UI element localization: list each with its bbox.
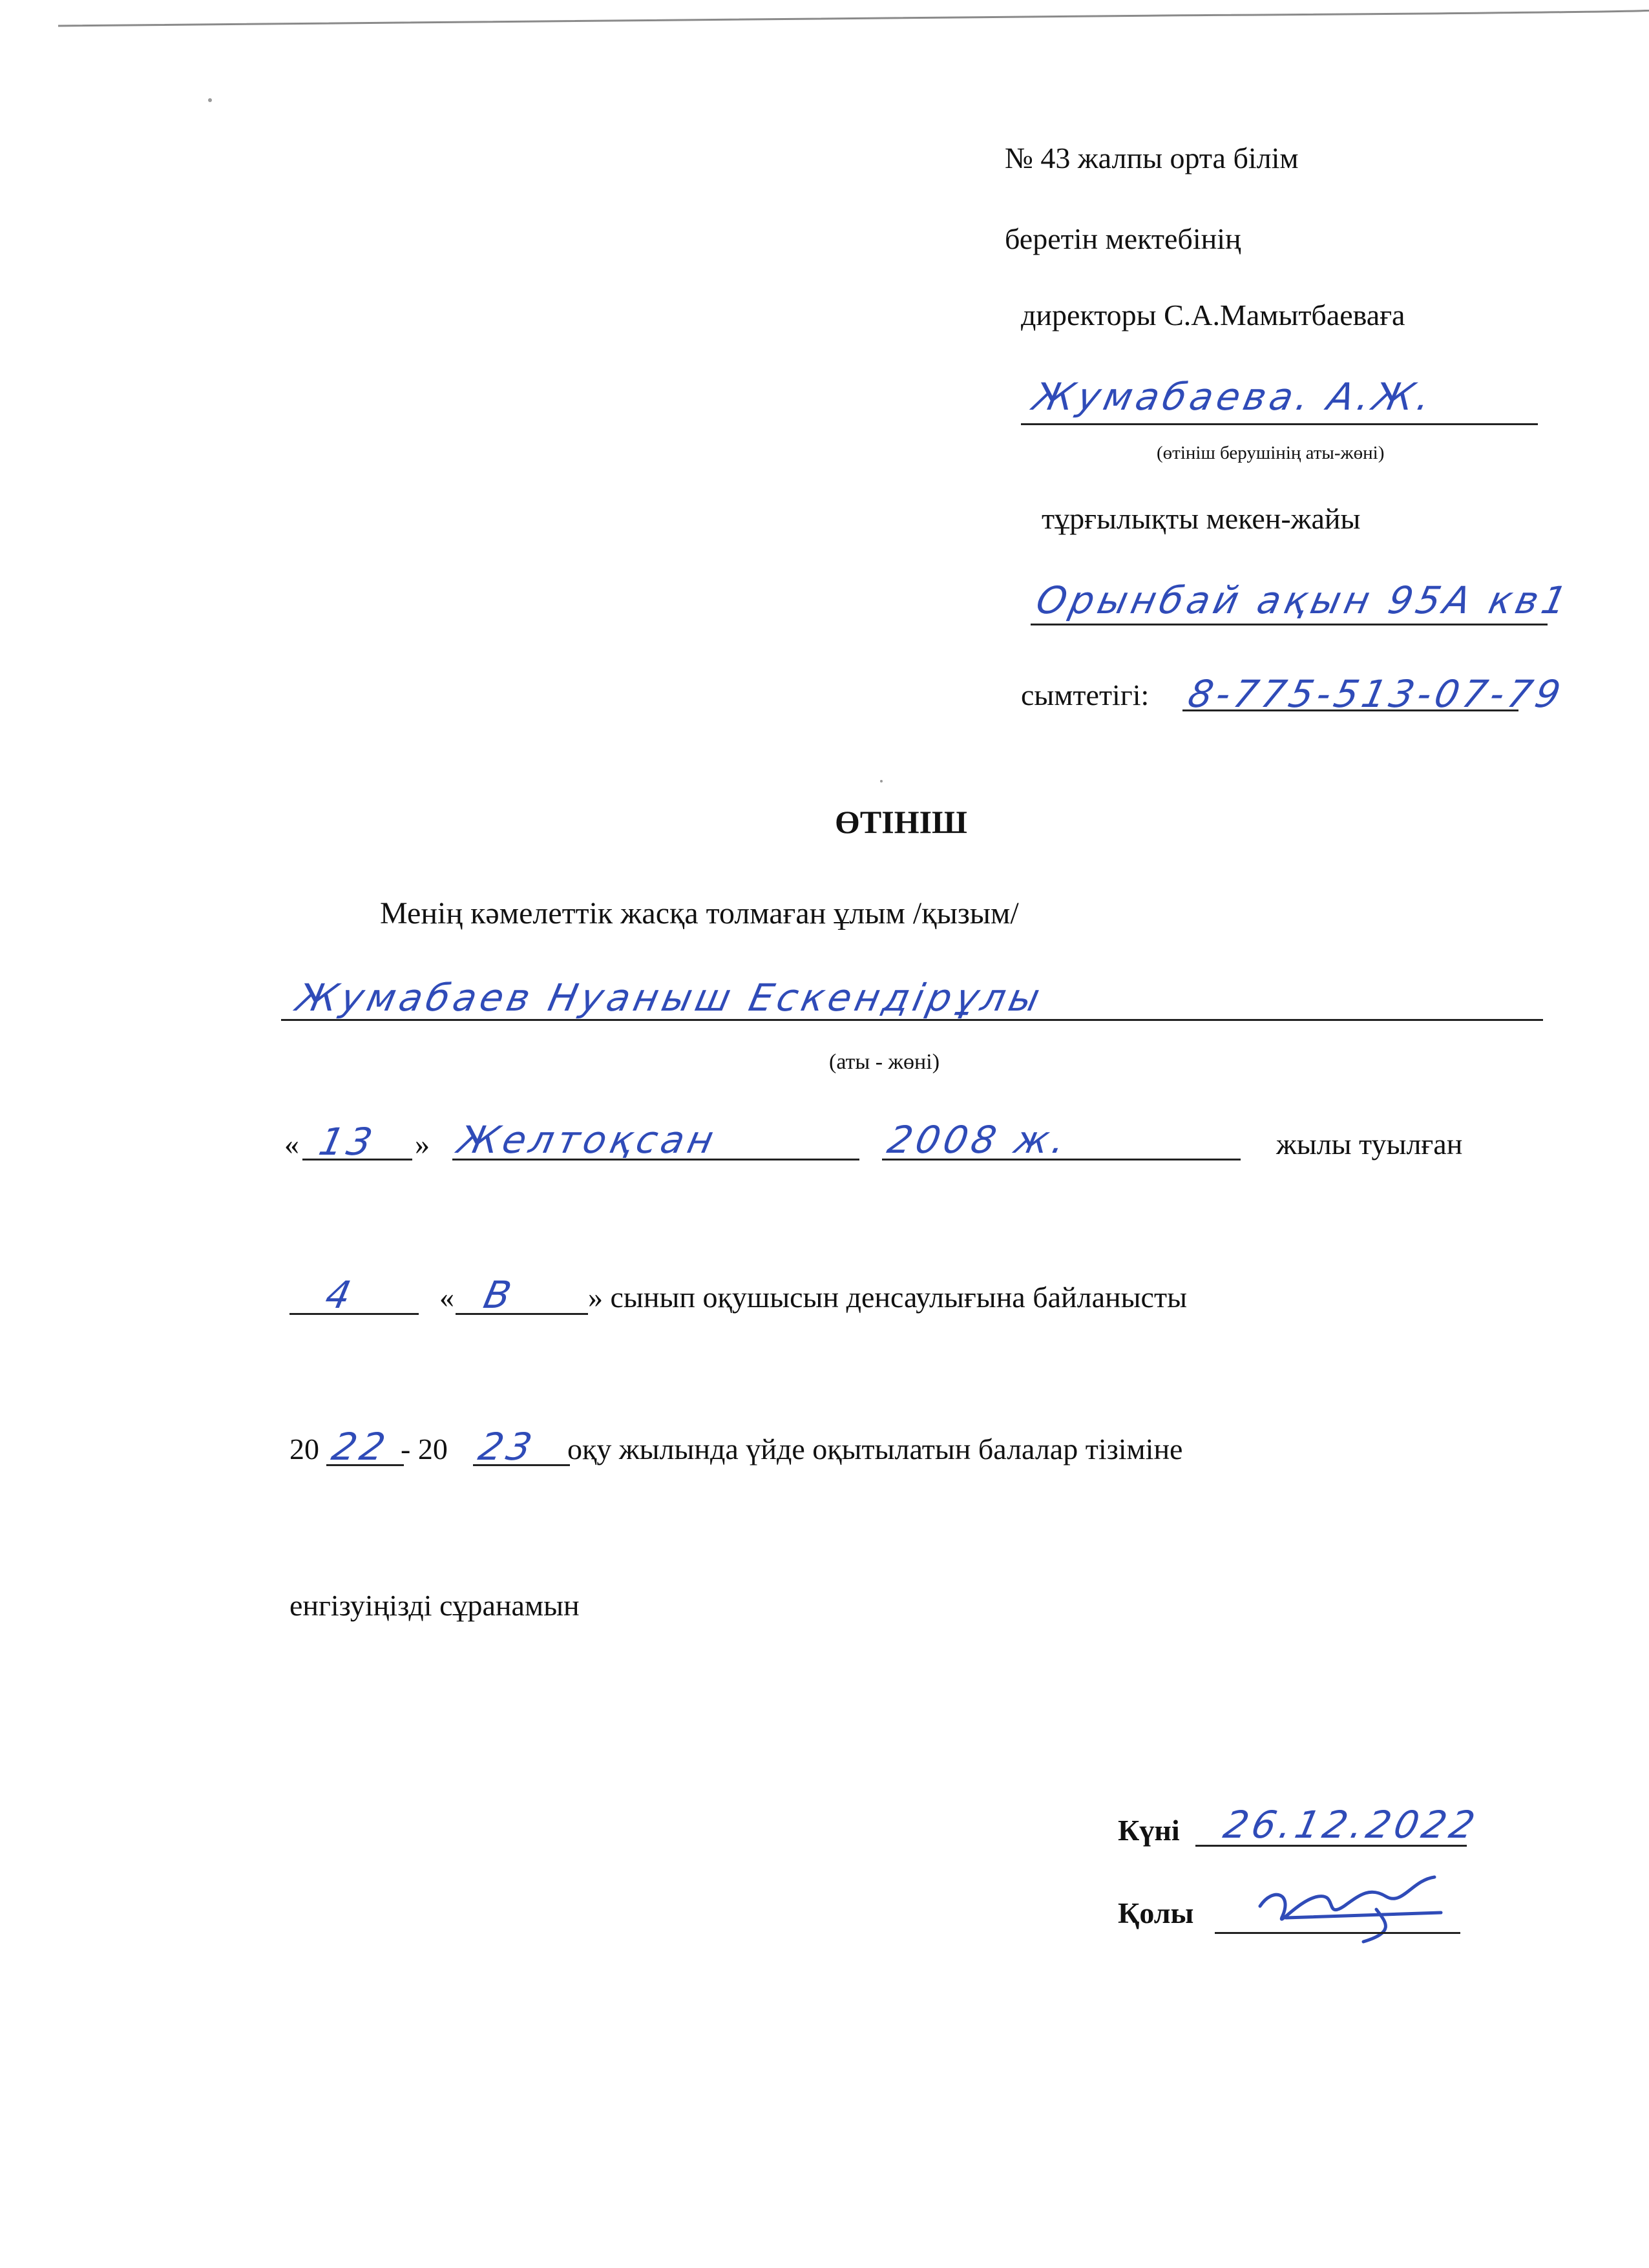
year-2-handwritten: 23 — [474, 1425, 540, 1469]
scan-edge-line — [0, 0, 1649, 39]
document-title: ӨТІНІШ — [835, 804, 967, 840]
class-text: » сынып оқушысын денсаулығына байланысты — [588, 1281, 1187, 1314]
child-name-caption: (аты - жөні) — [829, 1050, 940, 1074]
child-name-handwritten: Жумабаев Нуаныш Ескендірұлы — [292, 976, 1048, 1020]
signature-label: Қолы — [1118, 1896, 1194, 1929]
birth-year-underline — [882, 1159, 1241, 1160]
birth-open-quote: « — [284, 1128, 299, 1160]
phone-label: сымтетігі: — [1021, 678, 1150, 711]
year-1-handwritten: 22 — [328, 1425, 394, 1469]
birth-day-underline — [302, 1159, 412, 1160]
year-text: оқу жылында үйде оқытылатын балалар тізіміне — [567, 1433, 1183, 1465]
signature-underline — [1215, 1932, 1460, 1934]
year-prefix-1: 20 — [289, 1433, 319, 1465]
class-letter-underline — [456, 1313, 588, 1315]
phone-underline — [1182, 709, 1518, 711]
phone-handwritten: 8-775-513-07-79 — [1184, 672, 1568, 716]
birth-close-quote: » — [415, 1128, 430, 1160]
addressee-line-1: № 43 жалпы орта білім — [1005, 142, 1299, 174]
year-separator: - 20 — [401, 1433, 448, 1465]
applicant-name-handwritten: Жумабаева. А.Ж. — [1029, 375, 1438, 419]
scan-speck — [880, 780, 883, 782]
year-2-underline — [473, 1464, 570, 1466]
addressee-line-2: беретін мектебінің — [1005, 222, 1241, 255]
year-1-underline — [326, 1464, 404, 1466]
date-underline — [1195, 1845, 1467, 1847]
class-open-quote: « — [439, 1281, 454, 1314]
birth-day-handwritten: 13 — [315, 1120, 381, 1164]
date-label: Күні — [1118, 1814, 1180, 1847]
addressee-line-3: директоры С.А.Мамытбаеваға — [1021, 299, 1405, 331]
birth-month-handwritten: Желтоқсан — [454, 1118, 722, 1162]
child-name-underline — [281, 1019, 1543, 1021]
birth-suffix: жылы туылған — [1276, 1128, 1463, 1160]
grade-handwritten: 4 — [321, 1273, 359, 1317]
class-letter-handwritten: В — [479, 1273, 520, 1317]
applicant-name-underline — [1021, 423, 1538, 425]
birth-month-underline — [452, 1159, 859, 1160]
applicant-name-caption: (өтініш берушінің аты-жөні) — [1157, 443, 1385, 463]
date-handwritten: 26.12.2022 — [1219, 1803, 1483, 1847]
address-underline — [1031, 624, 1548, 625]
scan-speck — [208, 98, 212, 102]
closing-text: енгізуіңізді сұранамын — [289, 1589, 580, 1622]
address-handwritten: Орынбай ақын 95А кв1 — [1032, 578, 1575, 622]
address-label: тұрғылықты мекен-жайы — [1042, 502, 1361, 535]
birth-year-handwritten: 2008 ж. — [883, 1118, 1073, 1162]
intro-text: Менің кәмелеттік жасқа толмаған ұлым /қызым/ — [380, 896, 1019, 930]
grade-underline — [289, 1313, 419, 1315]
